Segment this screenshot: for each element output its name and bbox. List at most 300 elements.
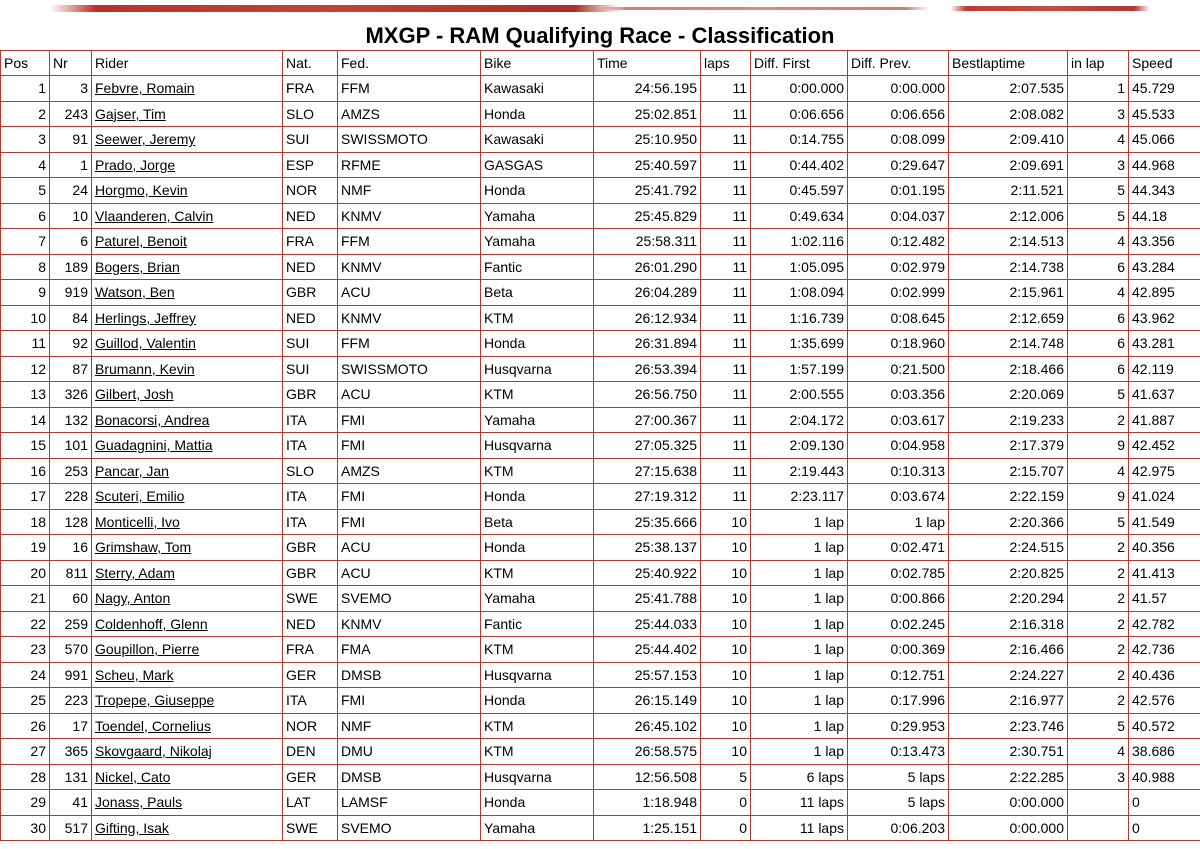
table-row — [1, 509, 1200, 535]
rider-cell — [92, 739, 283, 765]
diff-prev-cell: 0:10.313 — [848, 458, 949, 484]
laps-cell: 11 — [701, 229, 751, 255]
rider-cell — [92, 790, 283, 816]
nationality-cell: FRA — [283, 637, 338, 663]
speed-cell: 44.968 — [1129, 152, 1200, 178]
table-row — [1, 254, 1200, 280]
table-row — [1, 688, 1200, 714]
number-cell: 41 — [50, 790, 92, 816]
rider-link[interactable]: Nagy, Anton — [95, 590, 171, 607]
diff-first-cell: 1:57.199 — [751, 356, 848, 382]
speed-cell: 42.895 — [1129, 280, 1200, 306]
rider-cell — [92, 178, 283, 204]
table-row — [1, 764, 1200, 790]
in-lap-cell: 2 — [1068, 586, 1129, 612]
in-lap-cell: 2 — [1068, 560, 1129, 586]
in-lap-cell: 6 — [1068, 305, 1129, 331]
table-row — [1, 382, 1200, 408]
diff-prev-cell: 5 laps — [848, 790, 949, 816]
position-cell: 17 — [1, 484, 50, 510]
federation-cell: FMI — [338, 688, 481, 714]
best-lap-time-cell: 2:11.521 — [949, 178, 1068, 204]
diff-first-cell: 1 lap — [751, 586, 848, 612]
laps-cell: 11 — [701, 280, 751, 306]
number-cell: 228 — [50, 484, 92, 510]
diff-prev-cell: 0:29.953 — [848, 713, 949, 739]
best-lap-time-cell: 2:20.825 — [949, 560, 1068, 586]
diff-first-cell: 1 lap — [751, 688, 848, 714]
laps-cell: 11 — [701, 178, 751, 204]
diff-first-cell: 0:49.634 — [751, 203, 848, 229]
laps-cell: 11 — [701, 254, 751, 280]
time-cell: 25:41.792 — [594, 178, 701, 204]
diff-first-cell: 1:05.095 — [751, 254, 848, 280]
diff-prev-cell: 0:03.617 — [848, 407, 949, 433]
bike-cell: Fantic — [481, 611, 594, 637]
table-row — [1, 611, 1200, 637]
rider-link[interactable]: Grimshaw, Tom — [95, 539, 192, 556]
table-row — [1, 407, 1200, 433]
position-cell: 26 — [1, 713, 50, 739]
number-cell: 16 — [50, 535, 92, 561]
rider-cell — [92, 331, 283, 357]
number-cell: 223 — [50, 688, 92, 714]
nationality-cell: SUI — [283, 356, 338, 382]
bike-cell: KTM — [481, 560, 594, 586]
laps-cell: 11 — [701, 433, 751, 459]
rider-link[interactable]: Monticelli, Ivo — [95, 513, 180, 530]
number-cell: 365 — [50, 739, 92, 765]
header-brush-decoration — [0, 0, 1200, 18]
rider-link[interactable]: Skovgaard, Nikolaj — [95, 743, 212, 760]
number-cell: 570 — [50, 637, 92, 663]
time-cell: 25:10.950 — [594, 127, 701, 153]
table-row — [1, 101, 1200, 127]
federation-cell: KNMV — [338, 254, 481, 280]
column-header: Fed. — [338, 51, 481, 76]
speed-cell: 40.988 — [1129, 764, 1200, 790]
rider-cell — [92, 611, 283, 637]
nationality-cell: SUI — [283, 127, 338, 153]
best-lap-time-cell: 2:20.294 — [949, 586, 1068, 612]
number-cell: 84 — [50, 305, 92, 331]
position-cell: 16 — [1, 458, 50, 484]
laps-cell: 11 — [701, 382, 751, 408]
nationality-cell: NED — [283, 305, 338, 331]
in-lap-cell: 4 — [1068, 739, 1129, 765]
table-header-row — [1, 51, 1200, 76]
speed-cell: 42.576 — [1129, 688, 1200, 714]
best-lap-time-cell: 2:15.707 — [949, 458, 1068, 484]
laps-cell: 11 — [701, 152, 751, 178]
position-cell: 8 — [1, 254, 50, 280]
in-lap-cell: 2 — [1068, 535, 1129, 561]
position-cell: 15 — [1, 433, 50, 459]
bike-cell: KTM — [481, 637, 594, 663]
time-cell: 25:41.788 — [594, 586, 701, 612]
speed-cell: 45.066 — [1129, 127, 1200, 153]
position-cell: 3 — [1, 127, 50, 153]
speed-cell: 42.782 — [1129, 611, 1200, 637]
speed-cell: 0 — [1129, 790, 1200, 816]
best-lap-time-cell: 2:09.410 — [949, 127, 1068, 153]
bike-cell: Husqvarna — [481, 662, 594, 688]
federation-cell: SVEMO — [338, 815, 481, 841]
federation-cell: FFM — [338, 76, 481, 102]
diff-first-cell: 1 lap — [751, 637, 848, 663]
rider-link[interactable]: Gifting, Isak — [95, 819, 169, 836]
bike-cell: Yamaha — [481, 815, 594, 841]
speed-cell: 45.533 — [1129, 101, 1200, 127]
laps-cell: 0 — [701, 815, 751, 841]
rider-link[interactable]: Herlings, Jeffrey — [95, 309, 196, 326]
position-cell: 27 — [1, 739, 50, 765]
speed-cell: 44.18 — [1129, 203, 1200, 229]
position-cell: 25 — [1, 688, 50, 714]
rider-link[interactable]: Pancar, Jan — [95, 462, 169, 479]
laps-cell: 11 — [701, 331, 751, 357]
table-row — [1, 484, 1200, 510]
rider-cell — [92, 688, 283, 714]
laps-cell: 5 — [701, 764, 751, 790]
rider-link[interactable]: Jonass, Pauls — [95, 794, 183, 811]
diff-first-cell: 0:44.402 — [751, 152, 848, 178]
rider-link[interactable]: Horgmo, Kevin — [95, 182, 188, 199]
rider-link[interactable]: Coldenhoff, Glenn — [95, 615, 208, 632]
position-cell: 2 — [1, 101, 50, 127]
nationality-cell: DEN — [283, 739, 338, 765]
bike-cell: Honda — [481, 101, 594, 127]
rider-link[interactable]: Scheu, Mark — [95, 666, 174, 683]
speed-cell: 43.284 — [1129, 254, 1200, 280]
nationality-cell: ITA — [283, 688, 338, 714]
nationality-cell: ITA — [283, 433, 338, 459]
speed-cell: 41.549 — [1129, 509, 1200, 535]
nationality-cell: ITA — [283, 407, 338, 433]
number-cell: 326 — [50, 382, 92, 408]
nationality-cell: GBR — [283, 382, 338, 408]
federation-cell: SWISSMOTO — [338, 356, 481, 382]
bike-cell: Honda — [481, 484, 594, 510]
laps-cell: 11 — [701, 484, 751, 510]
diff-first-cell: 0:06.656 — [751, 101, 848, 127]
time-cell: 26:31.894 — [594, 331, 701, 357]
number-cell: 811 — [50, 560, 92, 586]
diff-prev-cell: 0:08.645 — [848, 305, 949, 331]
diff-first-cell: 0:45.597 — [751, 178, 848, 204]
diff-prev-cell: 0:03.356 — [848, 382, 949, 408]
table-row — [1, 458, 1200, 484]
time-cell: 27:00.367 — [594, 407, 701, 433]
time-cell: 1:25.151 — [594, 815, 701, 841]
best-lap-time-cell: 2:17.379 — [949, 433, 1068, 459]
nationality-cell: ITA — [283, 484, 338, 510]
bike-cell: Honda — [481, 790, 594, 816]
column-header: Nat. — [283, 51, 338, 76]
best-lap-time-cell: 2:16.318 — [949, 611, 1068, 637]
position-cell: 21 — [1, 586, 50, 612]
federation-cell: FMI — [338, 407, 481, 433]
diff-first-cell: 2:19.443 — [751, 458, 848, 484]
federation-cell: AMZS — [338, 101, 481, 127]
brush-stroke — [50, 5, 620, 12]
best-lap-time-cell: 0:00.000 — [949, 815, 1068, 841]
diff-prev-cell: 0:03.674 — [848, 484, 949, 510]
bike-cell: KTM — [481, 713, 594, 739]
nationality-cell: NOR — [283, 713, 338, 739]
time-cell: 27:15.638 — [594, 458, 701, 484]
position-cell: 23 — [1, 637, 50, 663]
rider-cell — [92, 229, 283, 255]
rider-link[interactable]: Toendel, Cornelius — [95, 717, 211, 734]
time-cell: 26:12.934 — [594, 305, 701, 331]
number-cell: 92 — [50, 331, 92, 357]
diff-first-cell: 2:04.172 — [751, 407, 848, 433]
rider-link[interactable]: Prado, Jorge — [95, 156, 176, 173]
diff-first-cell: 1:08.094 — [751, 280, 848, 306]
position-cell: 29 — [1, 790, 50, 816]
rider-cell — [92, 382, 283, 408]
diff-prev-cell: 0:02.979 — [848, 254, 949, 280]
best-lap-time-cell: 2:16.977 — [949, 688, 1068, 714]
diff-prev-cell: 0:00.866 — [848, 586, 949, 612]
in-lap-cell: 9 — [1068, 484, 1129, 510]
diff-prev-cell: 0:12.482 — [848, 229, 949, 255]
rider-cell — [92, 254, 283, 280]
in-lap-cell: 5 — [1068, 713, 1129, 739]
speed-cell: 42.452 — [1129, 433, 1200, 459]
speed-cell: 41.024 — [1129, 484, 1200, 510]
speed-cell: 0 — [1129, 815, 1200, 841]
bike-cell: KTM — [481, 305, 594, 331]
best-lap-time-cell: 2:14.738 — [949, 254, 1068, 280]
diff-prev-cell: 0:21.500 — [848, 356, 949, 382]
page-title: MXGP - RAM Qualifying Race - Classification — [365, 23, 835, 48]
federation-cell: KNMV — [338, 611, 481, 637]
table-row — [1, 713, 1200, 739]
diff-first-cell: 1 lap — [751, 509, 848, 535]
bike-cell: Beta — [481, 509, 594, 535]
position-cell: 13 — [1, 382, 50, 408]
best-lap-time-cell: 2:20.069 — [949, 382, 1068, 408]
rider-cell — [92, 203, 283, 229]
table-row — [1, 152, 1200, 178]
best-lap-time-cell: 2:12.659 — [949, 305, 1068, 331]
nationality-cell: GER — [283, 662, 338, 688]
best-lap-time-cell: 2:08.082 — [949, 101, 1068, 127]
number-cell: 60 — [50, 586, 92, 612]
position-cell: 20 — [1, 560, 50, 586]
bike-cell: Kawasaki — [481, 127, 594, 153]
speed-cell: 40.436 — [1129, 662, 1200, 688]
rider-link[interactable]: Watson, Ben — [95, 284, 175, 301]
position-cell: 12 — [1, 356, 50, 382]
rider-link[interactable]: Bonacorsi, Andrea — [95, 411, 210, 428]
diff-first-cell: 0:00.000 — [751, 76, 848, 102]
diff-prev-cell: 5 laps — [848, 764, 949, 790]
rider-link[interactable]: Bogers, Brian — [95, 258, 180, 275]
position-cell: 28 — [1, 764, 50, 790]
bike-cell: Beta — [481, 280, 594, 306]
diff-prev-cell: 0:00.000 — [848, 76, 949, 102]
rider-link[interactable]: Goupillon, Pierre — [95, 641, 200, 658]
laps-cell: 11 — [701, 407, 751, 433]
diff-first-cell: 1 lap — [751, 611, 848, 637]
in-lap-cell — [1068, 790, 1129, 816]
position-cell: 6 — [1, 203, 50, 229]
laps-cell: 11 — [701, 458, 751, 484]
diff-first-cell: 1 lap — [751, 713, 848, 739]
diff-prev-cell: 0:12.751 — [848, 662, 949, 688]
rider-link[interactable]: Scuteri, Emilio — [95, 488, 185, 505]
federation-cell: KNMV — [338, 305, 481, 331]
rider-cell — [92, 509, 283, 535]
column-header: Nr — [50, 51, 92, 76]
bike-cell: Yamaha — [481, 407, 594, 433]
results-body — [1, 76, 1200, 841]
table-row — [1, 815, 1200, 841]
number-cell: 1 — [50, 152, 92, 178]
table-row — [1, 637, 1200, 663]
diff-prev-cell: 1 lap — [848, 509, 949, 535]
brush-stroke — [600, 7, 930, 10]
time-cell: 25:38.137 — [594, 535, 701, 561]
in-lap-cell: 2 — [1068, 611, 1129, 637]
in-lap-cell: 6 — [1068, 254, 1129, 280]
table-row — [1, 560, 1200, 586]
federation-cell: FFM — [338, 331, 481, 357]
rider-link[interactable]: Paturel, Benoit — [95, 233, 187, 250]
time-cell: 27:05.325 — [594, 433, 701, 459]
rider-cell — [92, 586, 283, 612]
best-lap-time-cell: 2:23.746 — [949, 713, 1068, 739]
rider-cell — [92, 280, 283, 306]
diff-prev-cell: 0:18.960 — [848, 331, 949, 357]
federation-cell: ACU — [338, 535, 481, 561]
best-lap-time-cell: 0:00.000 — [949, 790, 1068, 816]
federation-cell: FFM — [338, 229, 481, 255]
in-lap-cell — [1068, 815, 1129, 841]
in-lap-cell: 5 — [1068, 203, 1129, 229]
nationality-cell: GER — [283, 764, 338, 790]
number-cell: 17 — [50, 713, 92, 739]
best-lap-time-cell: 2:19.233 — [949, 407, 1068, 433]
nationality-cell: SUI — [283, 331, 338, 357]
rider-link[interactable]: Gilbert, Josh — [95, 386, 174, 403]
rider-link[interactable]: Guadagnini, Mattia — [95, 437, 213, 454]
rider-link[interactable]: Brumann, Kevin — [95, 360, 195, 377]
diff-prev-cell: 0:02.471 — [848, 535, 949, 561]
laps-cell: 10 — [701, 611, 751, 637]
rider-link[interactable]: Febvre, Romain — [95, 80, 195, 97]
nationality-cell: ESP — [283, 152, 338, 178]
rider-link[interactable]: Guillod, Valentin — [95, 335, 196, 352]
diff-prev-cell: 0:04.037 — [848, 203, 949, 229]
in-lap-cell: 2 — [1068, 637, 1129, 663]
rider-link[interactable]: Tropepe, Giuseppe — [95, 692, 215, 709]
position-cell: 22 — [1, 611, 50, 637]
number-cell: 10 — [50, 203, 92, 229]
column-header: Time — [594, 51, 701, 76]
diff-prev-cell: 0:00.369 — [848, 637, 949, 663]
best-lap-time-cell: 2:09.691 — [949, 152, 1068, 178]
rider-link[interactable]: Seewer, Jeremy — [95, 131, 196, 148]
laps-cell: 11 — [701, 356, 751, 382]
diff-prev-cell: 0:06.203 — [848, 815, 949, 841]
speed-cell: 40.572 — [1129, 713, 1200, 739]
table-row — [1, 229, 1200, 255]
time-cell: 26:56.750 — [594, 382, 701, 408]
laps-cell: 10 — [701, 739, 751, 765]
speed-cell: 38.686 — [1129, 739, 1200, 765]
rider-cell — [92, 127, 283, 153]
laps-cell: 10 — [701, 586, 751, 612]
best-lap-time-cell: 2:14.748 — [949, 331, 1068, 357]
speed-cell: 42.975 — [1129, 458, 1200, 484]
diff-first-cell: 11 laps — [751, 815, 848, 841]
number-cell: 3 — [50, 76, 92, 102]
table-row — [1, 127, 1200, 153]
rider-link[interactable]: Gajser, Tim — [95, 105, 166, 122]
best-lap-time-cell: 2:12.006 — [949, 203, 1068, 229]
in-lap-cell: 3 — [1068, 764, 1129, 790]
rider-link[interactable]: Sterry, Adam — [95, 564, 175, 581]
nationality-cell: FRA — [283, 229, 338, 255]
bike-cell: Yamaha — [481, 586, 594, 612]
table-row — [1, 280, 1200, 306]
bike-cell: GASGAS — [481, 152, 594, 178]
in-lap-cell: 6 — [1068, 356, 1129, 382]
federation-cell: FMA — [338, 637, 481, 663]
rider-cell — [92, 662, 283, 688]
position-cell: 18 — [1, 509, 50, 535]
in-lap-cell: 2 — [1068, 407, 1129, 433]
position-cell: 19 — [1, 535, 50, 561]
federation-cell: AMZS — [338, 458, 481, 484]
column-header: Diff. Prev. — [848, 51, 949, 76]
nationality-cell: NED — [283, 611, 338, 637]
number-cell: 189 — [50, 254, 92, 280]
table-row — [1, 535, 1200, 561]
diff-prev-cell: 0:01.195 — [848, 178, 949, 204]
time-cell: 25:02.851 — [594, 101, 701, 127]
rider-cell — [92, 407, 283, 433]
nationality-cell: SLO — [283, 458, 338, 484]
time-cell: 25:44.402 — [594, 637, 701, 663]
time-cell: 26:58.575 — [594, 739, 701, 765]
best-lap-time-cell: 2:14.513 — [949, 229, 1068, 255]
table-row — [1, 586, 1200, 612]
bike-cell: Honda — [481, 331, 594, 357]
rider-link[interactable]: Vlaanderen, Calvin — [95, 207, 214, 224]
table-row — [1, 203, 1200, 229]
rider-link[interactable]: Nickel, Cato — [95, 768, 171, 785]
diff-prev-cell: 0:02.245 — [848, 611, 949, 637]
number-cell: 919 — [50, 280, 92, 306]
time-cell: 26:15.149 — [594, 688, 701, 714]
position-cell: 1 — [1, 76, 50, 102]
speed-cell: 43.962 — [1129, 305, 1200, 331]
federation-cell: NMF — [338, 713, 481, 739]
federation-cell: ACU — [338, 560, 481, 586]
nationality-cell: NED — [283, 254, 338, 280]
nationality-cell: SLO — [283, 101, 338, 127]
column-header: Rider — [92, 51, 283, 76]
speed-cell: 45.729 — [1129, 76, 1200, 102]
number-cell: 259 — [50, 611, 92, 637]
rider-cell — [92, 560, 283, 586]
table-row — [1, 76, 1200, 102]
